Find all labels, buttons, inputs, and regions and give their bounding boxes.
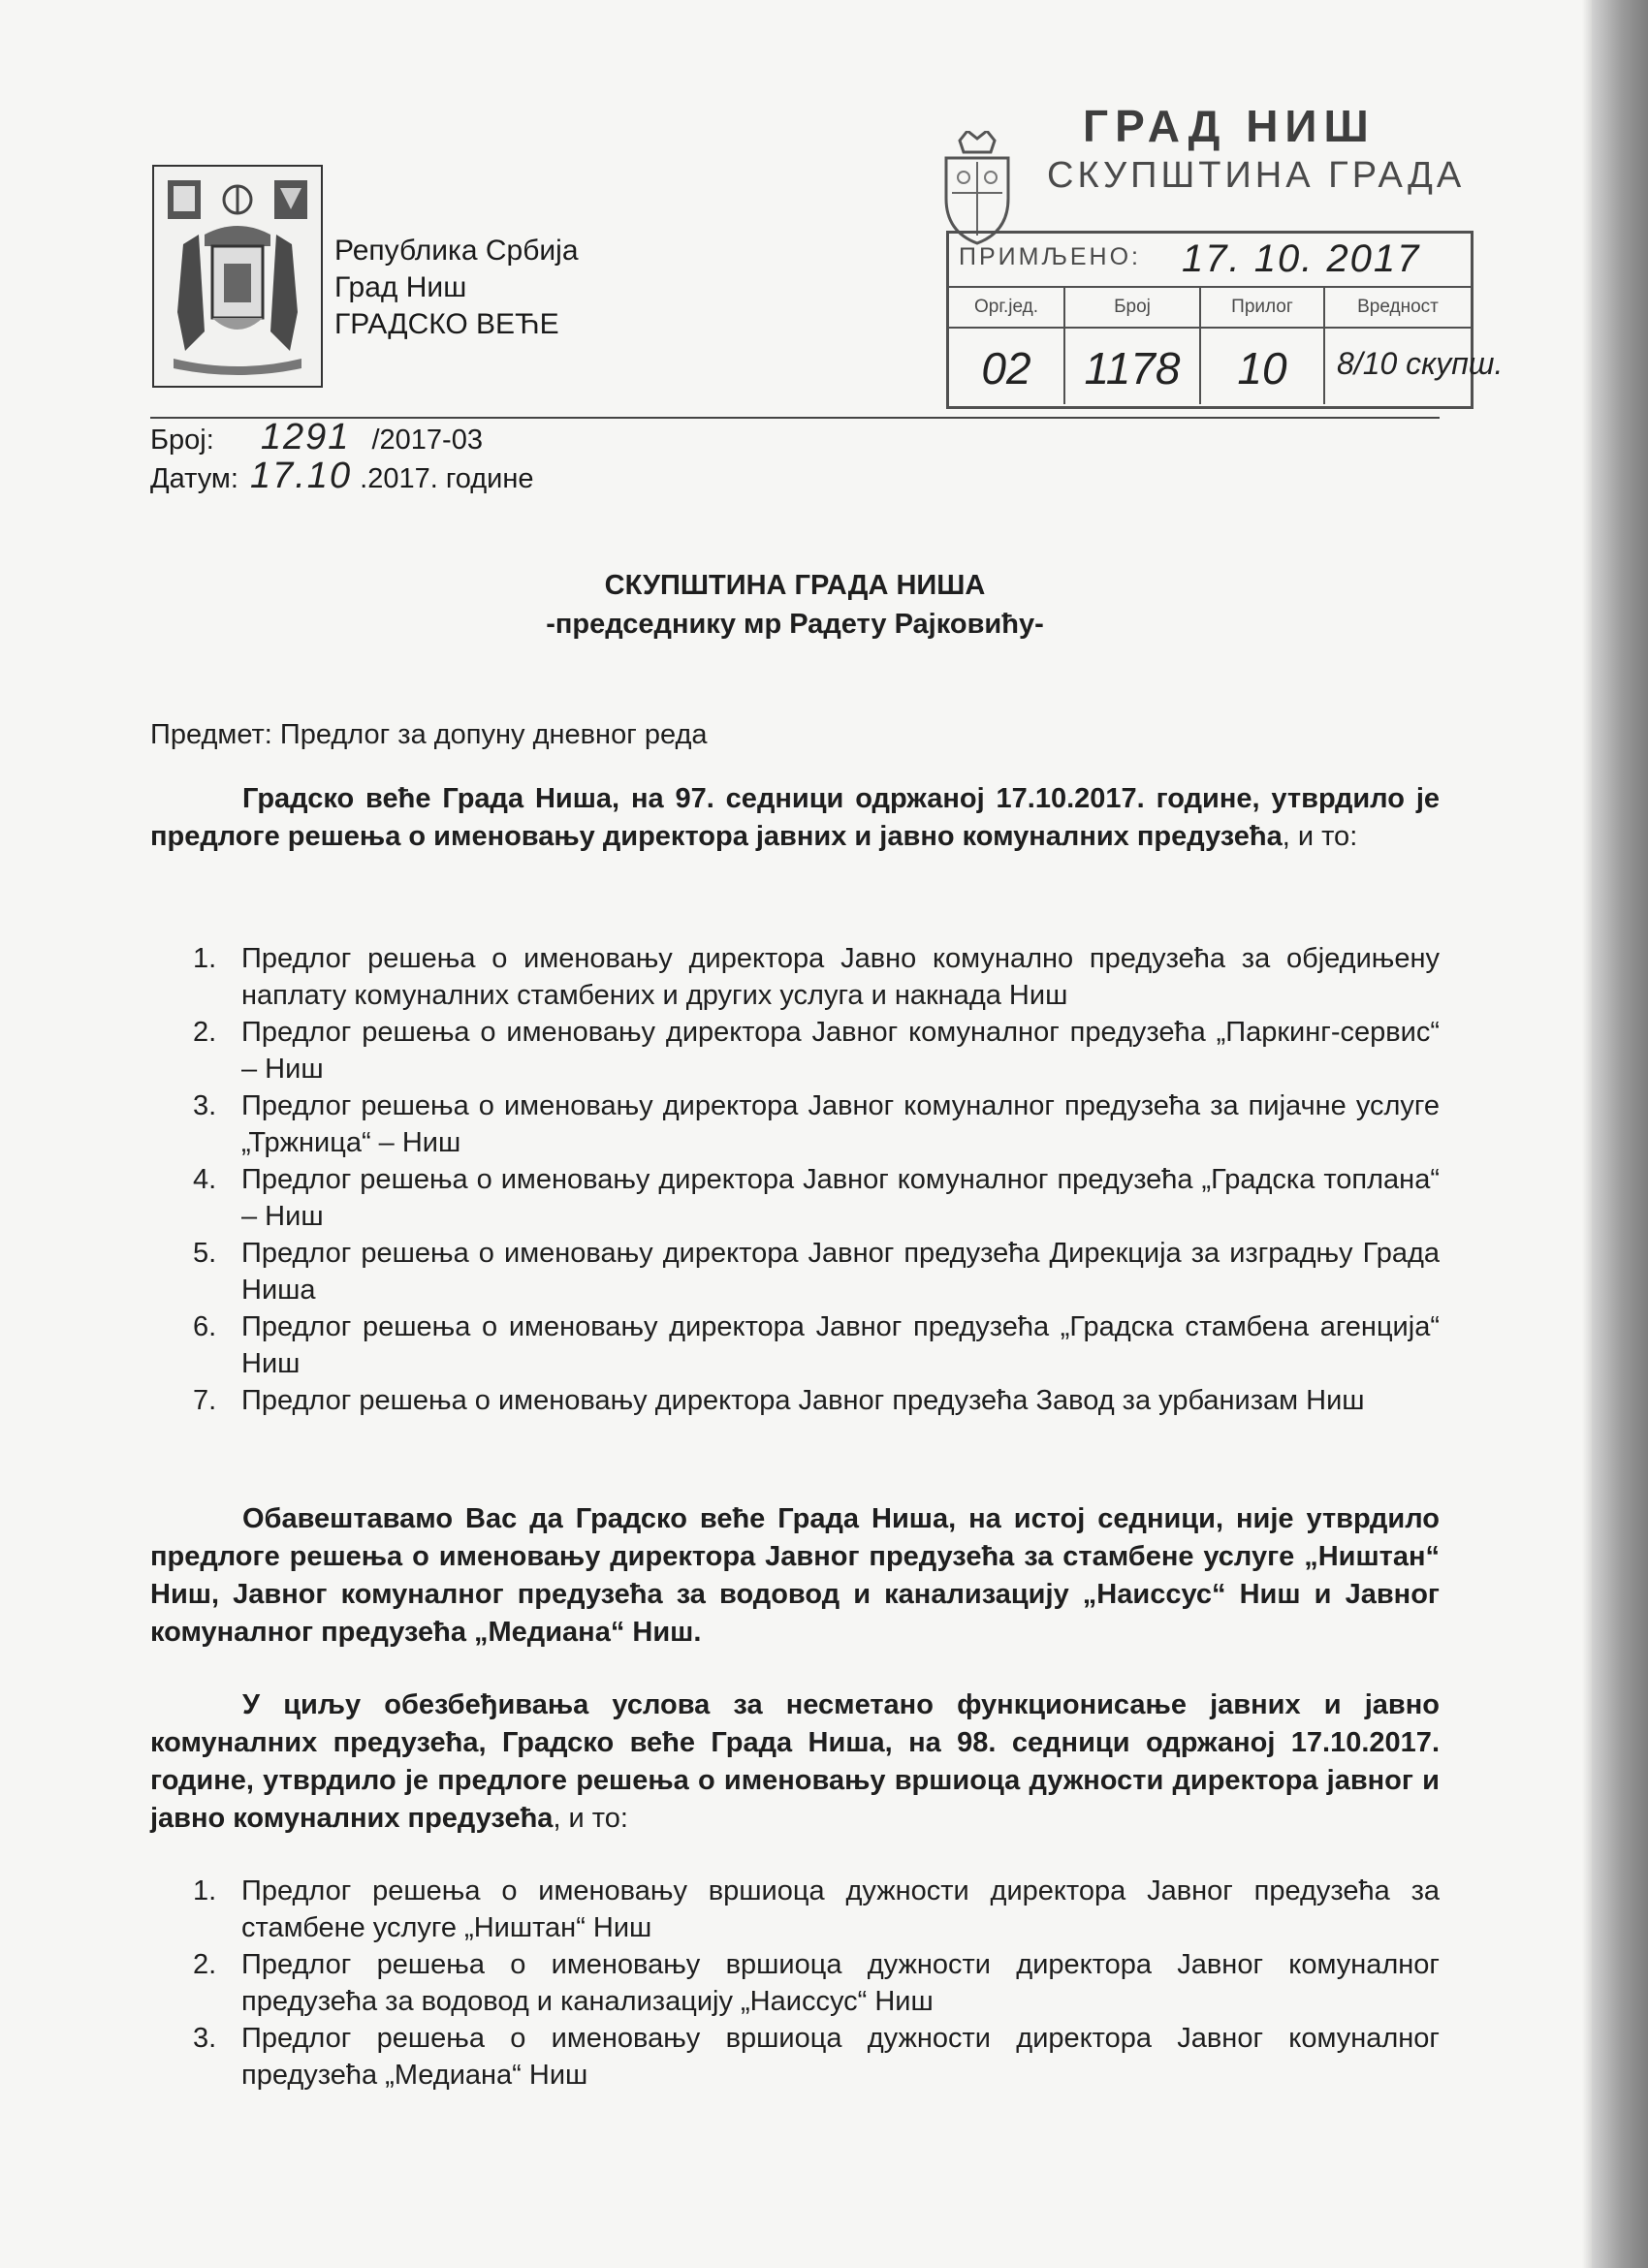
recipient-title: СКУПШТИНА ГРАДА НИША	[604, 570, 986, 601]
coat-of-arms-icon	[152, 165, 323, 388]
stamp-value-value: 8/10 скупш.	[1337, 346, 1504, 381]
reference-number-suffix: /2017-03	[371, 425, 483, 456]
paragraph-session-97	[150, 780, 1440, 856]
paragraph-not-approved: Обавештавамо Вас да Градско веће Града Ниша, на истој седници, није утврдило предлоге решења о именовању директора Јавног предузећа за стамбене услуге „Ништан“ Ниш, Јавног комуналног предузећа за водовод и канализацију „Наиссус“ Ниш и Јавног комуналног предузећа „Медиана“ Ниш.	[150, 1503, 1440, 1648]
list-item-text: Предлог решења о именовању директора Јавног предузећа Дирекција за изградњу Града Ниша	[241, 1238, 1440, 1306]
list-item	[179, 1382, 1440, 1419]
reference-date-suffix: .2017. године	[360, 463, 534, 494]
page-shadow	[1582, 0, 1592, 2268]
list-item-number: 2.	[193, 1949, 217, 1980]
list-item	[179, 1946, 1440, 2020]
list-acting-directors	[179, 1873, 1440, 2094]
paragraph-session-98-tail: , и то:	[553, 1803, 628, 1834]
list-item-text: Предлог решења о именовању директора Јавног комуналног предузећа „Градска топлана“ – Ниш	[241, 1164, 1440, 1232]
recipient-block	[150, 566, 1440, 644]
paragraph-session-98	[150, 1686, 1440, 1838]
subject-line: Предмет: Предлог за допуну дневног реда	[150, 719, 708, 750]
stamp-received-row	[949, 234, 1471, 288]
paragraph-session-97-tail: , и то:	[1282, 821, 1358, 852]
reference-date	[150, 456, 534, 497]
stamp-value-number: 1178	[1065, 329, 1201, 404]
stamp-header-number: Број	[1065, 288, 1201, 327]
list-item	[179, 1873, 1440, 1946]
reference-number	[150, 417, 483, 458]
list-item-number: 5.	[193, 1238, 217, 1269]
list-item	[179, 2020, 1440, 2094]
reception-stamp	[946, 231, 1504, 409]
list-item-number: 7.	[193, 1385, 217, 1416]
list-item-number: 6.	[193, 1311, 217, 1342]
sender-block	[334, 233, 579, 343]
stamp-title-assembly: СКУПШТИНА ГРАДА	[1047, 155, 1466, 196]
recipient-addressee: -председнику мр Радету Рајковићу-	[546, 609, 1044, 640]
stamp-value-attachment: 10	[1201, 329, 1325, 404]
list-item	[179, 1308, 1440, 1382]
list-item-number: 1.	[193, 1875, 217, 1906]
paragraph-session-98-part2: јавних и јавно комуналних предузећа	[150, 1689, 1440, 1758]
list-item-text: Предлог решења о именовању директора Јавног предузећа Завод за урбанизам Ниш	[241, 1385, 1365, 1416]
list-item-text: Предлог решења о именовању директора Јавног предузећа „Градска стамбена агенција“ Ниш	[241, 1311, 1440, 1379]
sender-country: Република Србија	[334, 235, 579, 267]
sender-body: ГРАДСКО ВЕЋЕ	[334, 308, 559, 340]
list-item	[179, 1087, 1440, 1161]
paragraph-session-98-part1: У циљу обезбеђивања услова за несметано функционисање	[242, 1689, 1211, 1720]
stamp-header-row	[949, 288, 1471, 329]
list-item-number: 2.	[193, 1017, 217, 1048]
list-item	[179, 1235, 1440, 1308]
list-item	[179, 940, 1440, 1014]
list-item-text: Предлог решења о именовању вршиоца дужности директора Јавног предузећа за стамбене услуге „Ништан“ Ниш	[241, 1875, 1440, 1943]
list-item-text: Предлог решења о именовању директора Јавног комуналног предузећа „Паркинг-сервис“ – Ниш	[241, 1017, 1440, 1085]
reference-number-label: Број:	[150, 425, 214, 456]
reference-date-handwritten: 17.10	[249, 456, 353, 496]
stamp-emblem-icon	[938, 131, 1016, 245]
stamp-header-org-unit: Орг.јед.	[949, 288, 1065, 327]
list-item-number: 3.	[193, 1090, 217, 1121]
reference-number-handwritten: 1291	[260, 417, 351, 457]
list-item-number: 1.	[193, 943, 217, 974]
list-item-text: Предлог решења о именовању вршиоца дужности директора Јавног комуналног предузећа за водовод и канализацију „Наиссус“ Ниш	[241, 1949, 1440, 2017]
list-item-text: Предлог решења о именовању директора Јавно комунално предузећа за обједињену наплату комуналних стамбених и других услуга и накнада Ниш	[241, 943, 1440, 1011]
list-item-text: Предлог решења о именовању вршиоца дужности директора Јавног комуналног предузећа „Медиана“ Ниш	[241, 2023, 1440, 2091]
stamp-title-city: ГРАД НИШ	[1083, 101, 1376, 151]
stamp-received-date: 17. 10. 2017	[1182, 237, 1421, 280]
scan-edge	[1592, 0, 1648, 2268]
list-item	[179, 1161, 1440, 1235]
list-item-number: 4.	[193, 1164, 217, 1195]
paragraph-session-97-bold: Градско веће Града Ниша, на 97. седници одржаној 17.10.2017. године, утврдило је предлоге решења о именовању директора јавних и јавно комуналних предузећа	[150, 783, 1440, 852]
stamp-received-label: ПРИМЉЕНО:	[959, 243, 1141, 270]
stamp-value-org-unit: 02	[949, 329, 1065, 404]
paragraph-session-98-part3: , Градско веће Града Ниша, на 98. седници одржаној 17.10.2017. године, утврдило је предлоге решења о именовању вршиоца дужности директора јавног и јавно комуналних предузећа	[150, 1727, 1440, 1834]
reference-date-label: Датум:	[150, 463, 238, 494]
stamp-values-row	[949, 329, 1504, 404]
list-directors	[179, 940, 1440, 1419]
stamp-header-value: Вредност	[1357, 297, 1439, 317]
sender-city: Град Ниш	[334, 271, 467, 303]
list-item	[179, 1014, 1440, 1087]
list-item-text: Предлог решења о именовању директора Јавног комуналног предузећа за пијачне услуге „Тржница“ – Ниш	[241, 1090, 1440, 1158]
list-item-number: 3.	[193, 2023, 217, 2054]
stamp-header-attachment: Прилог	[1201, 288, 1325, 327]
